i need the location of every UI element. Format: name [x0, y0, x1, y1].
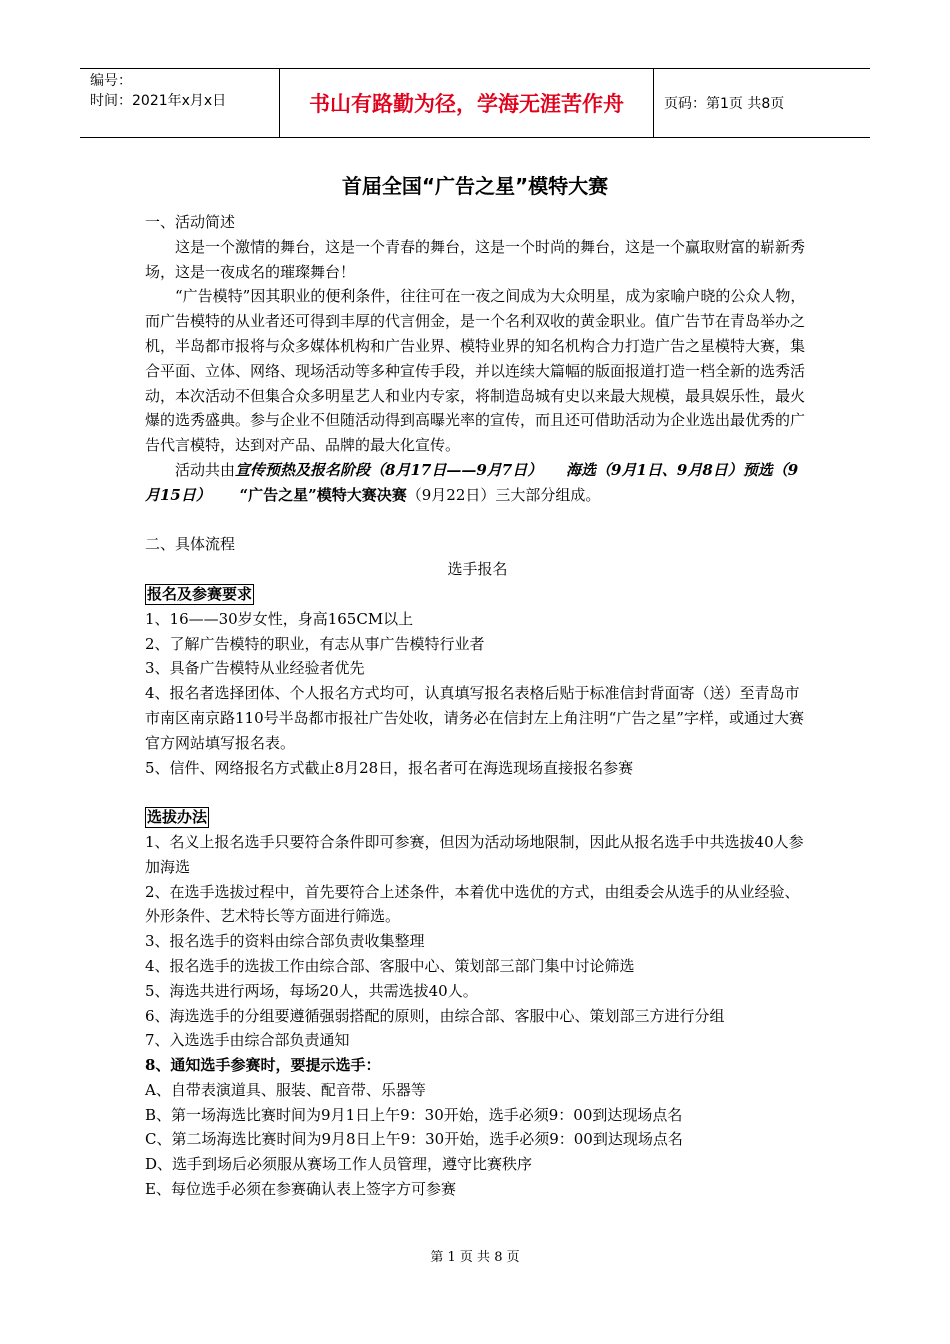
- selection-item: 5、海选共进行两场，每场20人，共需选拔40人。: [145, 981, 478, 1000]
- selection-item: 6、海选选手的分组要遵循强弱搭配的原则，由综合部、客服中心、策划部三方进行分组: [145, 1006, 725, 1025]
- section1-paragraph-3: [145, 458, 810, 508]
- requirement-item: 2、了解广告模特的职业，有志从事广告模特行业者: [145, 634, 485, 653]
- selection-item: 2、在选手选拔过程中，首先要符合上述条件，本着优中选优的方式，由组委会从选手的从业经验、外形条件、艺术特长等方面进行筛选。: [145, 882, 800, 926]
- selection-item: 7、入选选手由综合部负责通知: [145, 1031, 350, 1050]
- page-header: [80, 68, 870, 138]
- date-label: 时间：2021年x月x日: [90, 93, 227, 109]
- document-body: [145, 210, 810, 1202]
- notice-item: E、每位选手必须在参赛确认表上签字方可参赛: [145, 1180, 456, 1199]
- section2-heading: 二、具体流程: [145, 535, 236, 554]
- requirement-item: 3、具备广告模特从业经验者优先: [145, 659, 365, 678]
- header-page-info: 页码：第1页 共8页: [664, 96, 785, 112]
- selection-item: 4、报名选手的选拔工作由综合部、客服中心、策划部三部门集中讨论筛选: [145, 956, 635, 975]
- document-title: 首届全国“广告之星”模特大赛: [341, 174, 609, 198]
- stage-2: 海选（9月1日、9月8日）预选（9月15日）: [145, 460, 799, 504]
- notice-item: C、第二场海选比赛时间为9月8日上午9：30开始，选手必须9：00到达现场点名: [145, 1130, 683, 1149]
- header-meta: [80, 69, 280, 137]
- header-motto: 书山有路勤为径，学海无涯苦作舟: [280, 69, 654, 137]
- notice-heading: 8、通知选手参赛时，要提示选手：: [145, 1056, 381, 1075]
- requirement-item: 5、信件、网络报名方式截止8月28日，报名者可在海选现场直接报名参赛: [145, 758, 634, 777]
- requirement-item: 4、报名者选择团体、个人报名方式均可，认真填写报名表格后贴于标准信封背面寄（送）至青岛市市南区南京路110号半岛都市报社广告处收，请务必在信封左上角注明“广告之星”字样，或通过大赛官方网站填写报名表。: [145, 684, 804, 752]
- selection-item: 3、报名选手的资料由综合部负责收集整理: [145, 932, 425, 951]
- notice-item: A、自带表演道具、服装、配音带、乐器等: [145, 1080, 426, 1099]
- stages-prefix: 活动共由: [175, 460, 236, 479]
- stages-suffix: （9月22日）三大部分组成。: [406, 485, 601, 504]
- section2-subheading: 选手报名: [447, 560, 508, 579]
- page-footer: 第 1 页 共 8 页: [430, 1250, 520, 1265]
- section1-paragraph-2: “广告模特”因其职业的便利条件，往往可在一夜之间成为大众明星，成为家喻户晓的公众人物，而广告模特的从业者还可得到丰厚的代言佣金，是一个名利双收的黄金职业。值广告节在青岛举办之机，半岛都市报将与众多媒体机构和广告业界、模特业界的知名机构合力打造广告之星模特大赛，集合平面、立体、网络、现场活动等多种宣传手段，并以连续大篇幅的版面报道打造一档全新的选秀活动，本次活动不但集合众多明星艺人和业内专家，将制造岛城有史以来最大规模，最具娱乐性，最火爆的选秀盛典。参与企业不但随活动得到高曝光率的宣传，而且还可借助活动为企业选出最优秀的广告代言模特，达到对产品、品牌的最大化宣传。: [145, 287, 806, 455]
- requirements-label: 报名及参赛要求: [147, 584, 253, 603]
- number-label: 编号：: [90, 73, 132, 89]
- requirement-item: 1、16——30岁女性，身高165CM以上: [145, 609, 414, 628]
- stage-1: 宣传预热及报名阶段（8月17日——9月7日）: [235, 460, 543, 479]
- stage-3: “广告之星”模特大赛决赛: [239, 485, 407, 504]
- selection-label: 选拔办法: [147, 808, 208, 827]
- section1-heading: 一、活动简述: [145, 213, 236, 231]
- selection-item: 1、名义上报名选手只要符合条件即可参赛，但因为活动场地限制，因此从报名选手中共选拔40人参加海选: [145, 832, 804, 876]
- notice-item: B、第一场海选比赛时间为9月1日上午9：30开始，选手必须9：00到达现场点名: [145, 1105, 683, 1124]
- notice-item: D、选手到场后必须服从赛场工作人员管理，遵守比赛秩序: [145, 1155, 533, 1174]
- section1-paragraph-1: 这是一个激情的舞台，这是一个青春的舞台，这是一个时尚的舞台，这是一个赢取财富的崭新秀场，这是一夜成名的璀璨舞台！: [145, 237, 806, 281]
